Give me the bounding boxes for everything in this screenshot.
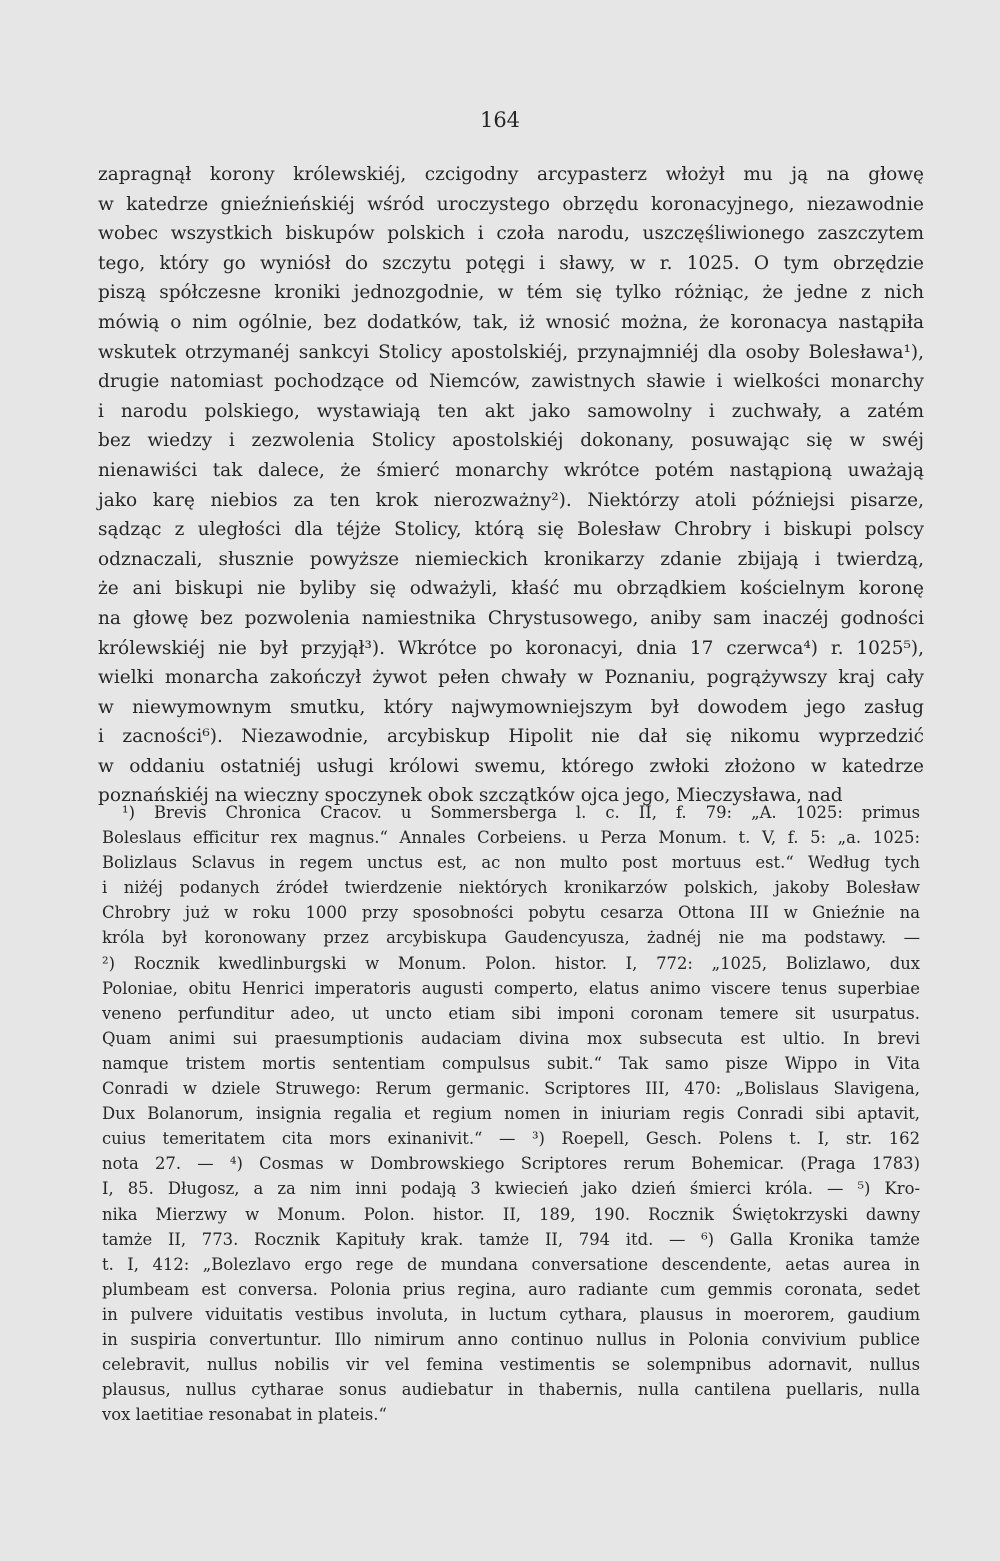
text-line: wielki monarcha zakończył żywot pełen chwały w Poznaniu, pogrążywszy kraj cały <box>98 667 924 689</box>
footnote-line: t. I, 412: „Bolezlavo ergo rege de mundana conversatione descendente, aetas aurea in <box>102 1254 920 1274</box>
text-line: piszą spółczesne kroniki jednozgodnie, w tém się tylko różniąc, że jedne z nich <box>98 282 924 304</box>
footnote-line: nota 27. — ⁴) Cosmas w Dombrowskiego Scriptores rerum Bohemicar. (Praga 1783) <box>102 1154 920 1174</box>
text-line: w katedrze gnieźnieńskiéj wśród uroczystego obrzędu koronacyjnego, niezawodnie <box>98 193 924 215</box>
footnote-line: nika Mierzwy w Monum. Polon. histor. II, 189, 190. Rocznik Świętokrzyski dawny <box>102 1204 920 1224</box>
text-line: wobec wszystkich biskupów polskich i czoła narodu, uszczęśliwionego zaszczytem <box>98 223 924 245</box>
page-number: 164 <box>479 108 521 132</box>
footnote-line: Quam animi sui praesumptionis audaciam divina mox subsecuta est ultio. In brevi <box>102 1028 920 1048</box>
footnote-line: veneno perfunditur adeo, ut uncto etiam sibi imponi coronam temere sit usurpatus. <box>102 1003 920 1023</box>
text-line: drugie natomiast pochodzące od Niemców, zawistnych sławie i wielkości monarchy <box>98 371 924 393</box>
footnote-line: Chrobry już w roku 1000 przy sposobności pobytu cesarza Ottona III w Gnieźnie na <box>102 903 920 923</box>
main-text <box>98 160 924 811</box>
footnote-line: celebravit, nullus nobilis vir vel femina vestimentis se solempnibus adornavit, nullus <box>102 1355 920 1375</box>
footnote-line: Dux Bolanorum, insignia regalia et regium nomen in iniuriam regis Conradi sibi aptavit, <box>102 1104 920 1124</box>
text-line: królewskiéj nie był przyjął³). Wkrótce po koronacyi, dnia 17 czerwca⁴) r. 1025⁵), <box>98 637 924 659</box>
text-line: mówią o nim ogólnie, bez dodatków, tak, iż wnosić można, że koronacya nastąpiła <box>98 311 924 333</box>
footnote-line: plausus, nullus cytharae sonus audiebatur in thabernis, nulla cantilena puellaris, nulla <box>102 1380 920 1400</box>
footnote-line: ²) Rocznik kwedlinburgski w Monum. Polon. histor. I, 772: „1025, Bolizlawo, dux <box>102 953 920 973</box>
text-line: poznańskiéj na wieczny spoczynek obok szczątków ojca jego, Mieczysława, nad <box>98 785 843 807</box>
footnotes <box>102 800 920 1427</box>
footnote-line: Poloniae, obitu Henrici imperatoris augusti comperto, elatus animo viscere tenus superbiae <box>102 978 920 998</box>
text-line: sądząc z uległości dla téjże Stolicy, którą się Bolesław Chrobry i biskupi polscy <box>98 519 924 541</box>
text-line: zapragnął korony królewskiéj, czcigodny arcypasterz włożył mu ją na głowę <box>98 164 924 185</box>
footnote-line: I, 85. Długosz, a za nim inni podają 3 kwiecień jako dzień śmierci króla. — ⁵) Kro- <box>102 1179 920 1199</box>
text-line: tego, który go wyniósł do szczytu potęgi i sławy, w r. 1025. O tym obrzędzie <box>98 252 924 274</box>
text-line: i narodu polskiego, wystawiają ten akt jako samowolny i zuchwały, a zatém <box>98 400 924 422</box>
footnote-line: i niżéj podanych źródeł twierdzenie niektórych kronikarzów polskich, jakoby Bolesław <box>102 878 920 898</box>
footnote-line: in pulvere viduitatis vestibus involuta, in luctum cythara, plausus in moerorem, gaudium <box>102 1304 920 1324</box>
text-line: że ani biskupi nie byliby się odważyli, kłaść mu obrządkiem kościelnym koronę <box>98 578 924 600</box>
footnote-line: króla był koronowany przez arcybiskupa Gaudencyusza, żadnéj nie ma podstawy. — <box>102 928 920 948</box>
footnote-line: Conradi w dziele Struwego: Rerum germanic. Scriptores III, 470: „Bolislaus Slavigena, <box>102 1079 920 1099</box>
footnote-line: Boleslaus efficitur rex magnus.“ Annales Corbeiens. u Perza Monum. t. V, f. 5: „a. 1025: <box>102 828 920 848</box>
footnote-line: cuius temeritatem cita mors exinanivit.“ — ³) Roepell, Gesch. Polens t. I, str. 162 <box>102 1129 920 1149</box>
footnote-line: in suspiria convertuntur. Illo nimirum anno continuo nullus in Polonia convivium publice <box>102 1329 920 1349</box>
footnote-line: plumbeam est conversa. Polonia prius regina, auro radiante cum gemmis coronata, sedet <box>102 1279 920 1299</box>
footnote-line: namque tristem mortis sententiam compulsus subit.“ Tak samo pisze Wippo in Vita <box>102 1053 920 1073</box>
text-line: w niewymownym smutku, który najwymowniejszym był dowodem jego zasług <box>98 696 924 718</box>
footnote-line: Bolizlaus Sclavus in regem unctus est, ac non multo post mortuus est.“ Według tych <box>102 853 920 873</box>
footnote-line: ¹) Brevis Chronica Cracov. u Sommersberga l. c. II, f. 79: „A. 1025: primus <box>122 803 920 822</box>
text-line: na głowę bez pozwolenia namiestnika Chrystusowego, aniby sam inaczéj godności <box>98 607 924 629</box>
text-line: odznaczali, słusznie powyższe niemieckich kronikarzy zdanie zbijają i twierdzą, <box>98 548 924 570</box>
footnote-line: tamże II, 773. Rocznik Kapituły krak. tamże II, 794 itd. — ⁶) Galla Kronika tamże <box>102 1229 920 1249</box>
footnote-line: vox laetitiae resonabat in plateis.“ <box>102 1405 387 1425</box>
text-line: wskutek otrzymanéj sankcyi Stolicy apostolskiéj, przynajmniéj dla osoby Bolesława¹), <box>98 341 924 363</box>
text-line: bez wiedzy i zezwolenia Stolicy apostolskiéj dokonany, posuwając się w swéj <box>98 430 924 452</box>
text-line: i zacności⁶). Niezawodnie, arcybiskup Hipolit nie dał się nikomu wyprzedzić <box>98 726 924 748</box>
text-line: jako karę niebios za ten krok nierozważny²). Niektórzy atoli późniejsi pisarze, <box>98 489 924 511</box>
text-line: nienawiści tak dalece, że śmierć monarchy wkrótce potém nastąpioną uważają <box>98 459 924 481</box>
text-line: w oddaniu ostatniéj usługi królowi swemu, którego zwłoki złożono w katedrze <box>98 755 924 777</box>
